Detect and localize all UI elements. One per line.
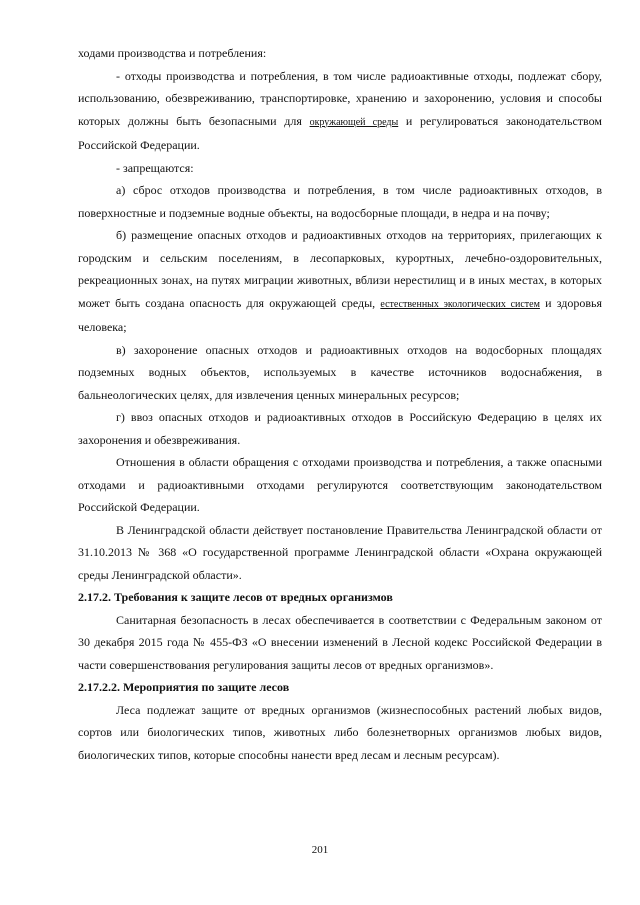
section-heading: 2.17.2. Требования к защите лесов от вредных организмов — [78, 590, 393, 604]
paragraph-text: и регулироваться законодательством Российской Федерации. — [78, 113, 602, 152]
paragraph: Леса подлежат защите от вредных организмов (жизнеспособных растений любых видов, сортов или биологических типов, животных либо болезнетворных организмов любых видов, биологических типов, которые способны нанести вред лесам и лесным ресурсам). — [78, 702, 602, 762]
paragraph — [78, 224, 602, 339]
document-body — [78, 42, 602, 766]
paragraph: ходами производства и потребления: — [78, 46, 267, 60]
paragraph — [78, 65, 602, 157]
link-ecosystems[interactable]: естественных экологических систем — [380, 298, 540, 310]
paragraph: г) ввоз опасных отходов и радиоактивных отходов в Российскую Федерацию в целях их захоронения и обезвреживания. — [78, 410, 602, 447]
paragraph: В Ленинградской области действует постановление Правительства Ленинградской области от 31.10.2013 № 368 «О государственной программе Ленинградской области «Охрана окружающей среды Ленинградской области». — [78, 522, 602, 582]
page-number: 201 — [311, 844, 329, 856]
paragraph-text: и здоровья человека; — [78, 295, 603, 334]
paragraph: а) сброс отходов производства и потребления, в том числе радиоактивных отходов, в поверхностные и подземные водные объекты, на водосборные площади, в недра и на почву; — [78, 183, 602, 220]
paragraph: Отношения в области обращения с отходами производства и потребления, а также опасными отходами и радиоактивными отходами регулируются соответствующим законодательством Российской Федерации. — [78, 455, 602, 514]
paragraph: Санитарная безопасность в лесах обеспечивается в соответствии с Федеральным законом от 30 декабря 2015 года № 455-ФЗ «О внесении изменений в Лесной кодекс Российской Федерации в части совершенствования регулирования защиты лесов от вредных организмов». — [78, 612, 602, 672]
paragraph-text: б) размещение опасных отходов и радиоактивных отходов на территориях, прилегающих к городским и сельским поселениям, в лесопарковых, курортных, лечебно-оздоровительных, рекреационных зонах, на путях миграции животных, вблизи нерестилищ и в иных местах, в которых может быть создана опасность для окружающей среды, — [78, 228, 602, 310]
paragraph-text: - отходы производства и потребления, в том числе радиоактивные отходы, подлежат сбору, использованию, обезвреживанию, транспортировке, хранению и захоронению, условия и способы которых должны быть безопасными для — [78, 68, 602, 128]
subsection-heading: 2.17.2.2. Мероприятия по защите лесов — [78, 680, 290, 694]
paragraph: в) захоронение опасных отходов и радиоактивных отходов на водосборных площадях подземных водных объектов, используемых в качестве источников водоснабжения, в бальнеологических целях, для извлечения ценных минеральных ресурсов; — [78, 342, 602, 402]
link-environment[interactable]: окружающей среды — [309, 116, 399, 128]
paragraph: - запрещаются: — [116, 160, 194, 175]
